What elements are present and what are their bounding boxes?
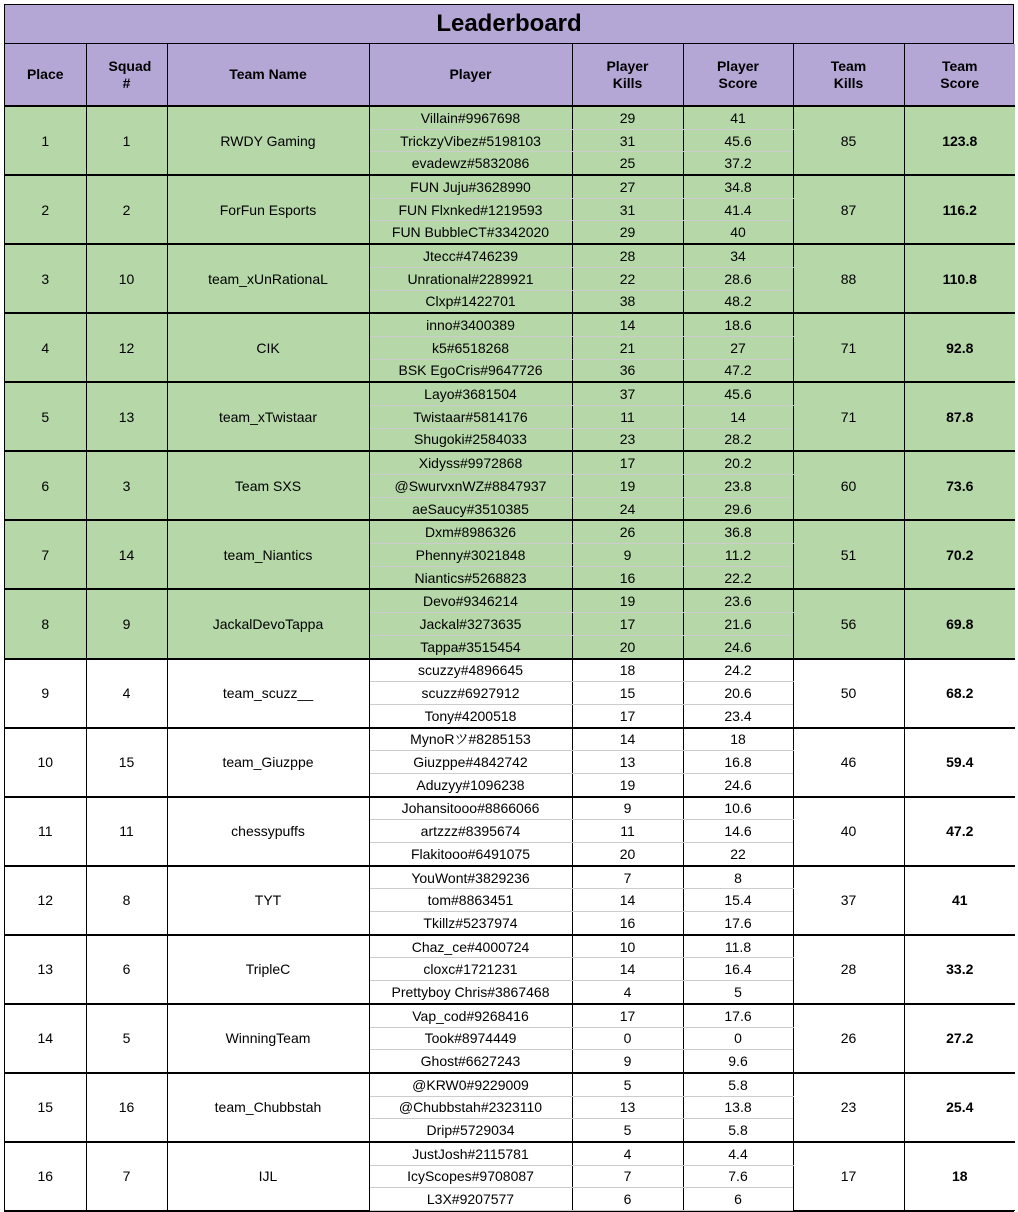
team-score-cell: 73.6 bbox=[904, 451, 1015, 520]
team-name-cell: CIK bbox=[167, 313, 369, 382]
player-name-cell: Jtecc#4746239 bbox=[369, 244, 572, 267]
player-score-cell: 45.6 bbox=[683, 129, 793, 152]
player-name-cell: FUN Flxnked#1219593 bbox=[369, 198, 572, 221]
player-name-cell: cloxc#1721231 bbox=[369, 958, 572, 981]
squad-cell: 6 bbox=[86, 935, 167, 1004]
player-name-cell: k5#6518268 bbox=[369, 336, 572, 359]
header-player-kills: Player Kills bbox=[572, 44, 683, 106]
player-kills-cell: 4 bbox=[572, 1142, 683, 1165]
player-kills-cell: 14 bbox=[572, 313, 683, 336]
player-name-cell: inno#3400389 bbox=[369, 313, 572, 336]
team-row bbox=[5, 1073, 1015, 1096]
player-kills-cell: 13 bbox=[572, 751, 683, 774]
player-score-cell: 24.6 bbox=[683, 635, 793, 658]
player-name-cell: Xidyss#9972868 bbox=[369, 451, 572, 474]
player-name-cell: Tappa#3515454 bbox=[369, 635, 572, 658]
team-score-cell: 41 bbox=[904, 866, 1015, 935]
player-kills-cell: 11 bbox=[572, 820, 683, 843]
player-score-cell: 24.6 bbox=[683, 773, 793, 796]
player-kills-cell: 14 bbox=[572, 728, 683, 751]
player-name-cell: Johansitooo#8866066 bbox=[369, 797, 572, 820]
team-score-cell: 18 bbox=[904, 1142, 1015, 1211]
player-score-cell: 4.4 bbox=[683, 1142, 793, 1165]
player-kills-cell: 4 bbox=[572, 981, 683, 1004]
player-kills-cell: 13 bbox=[572, 1096, 683, 1119]
player-name-cell: FUN Juju#3628990 bbox=[369, 175, 572, 198]
player-score-cell: 11.8 bbox=[683, 935, 793, 958]
team-score-cell: 92.8 bbox=[904, 313, 1015, 382]
player-name-cell: Prettyboy Chris#3867468 bbox=[369, 981, 572, 1004]
team-kills-cell: 56 bbox=[793, 589, 904, 658]
header-squad: Squad # bbox=[86, 44, 167, 106]
player-score-cell: 7.6 bbox=[683, 1165, 793, 1188]
player-kills-cell: 0 bbox=[572, 1027, 683, 1050]
player-score-cell: 16.8 bbox=[683, 751, 793, 774]
squad-cell: 14 bbox=[86, 520, 167, 589]
team-name-cell: team_xTwistaar bbox=[167, 382, 369, 451]
player-kills-cell: 25 bbox=[572, 152, 683, 175]
player-name-cell: @Chubbstah#2323110 bbox=[369, 1096, 572, 1119]
team-name-cell: RWDY Gaming bbox=[167, 106, 369, 175]
team-score-cell: 116.2 bbox=[904, 175, 1015, 244]
leaderboard-body bbox=[5, 106, 1015, 1211]
player-kills-cell: 17 bbox=[572, 451, 683, 474]
player-score-cell: 5.8 bbox=[683, 1073, 793, 1096]
player-name-cell: evadewz#5832086 bbox=[369, 152, 572, 175]
player-kills-cell: 17 bbox=[572, 613, 683, 636]
header-row bbox=[5, 44, 1015, 106]
player-name-cell: FUN BubbleCT#3342020 bbox=[369, 221, 572, 244]
team-row bbox=[5, 589, 1015, 612]
player-kills-cell: 29 bbox=[572, 106, 683, 129]
player-kills-cell: 36 bbox=[572, 359, 683, 382]
squad-cell: 13 bbox=[86, 382, 167, 451]
player-kills-cell: 14 bbox=[572, 889, 683, 912]
team-kills-cell: 71 bbox=[793, 313, 904, 382]
team-kills-cell: 26 bbox=[793, 1004, 904, 1073]
player-score-cell: 8 bbox=[683, 866, 793, 889]
player-kills-cell: 14 bbox=[572, 958, 683, 981]
player-score-cell: 27 bbox=[683, 336, 793, 359]
player-kills-cell: 19 bbox=[572, 773, 683, 796]
player-score-cell: 14.6 bbox=[683, 820, 793, 843]
player-name-cell: Clxp#1422701 bbox=[369, 290, 572, 313]
team-score-cell: 87.8 bbox=[904, 382, 1015, 451]
player-kills-cell: 31 bbox=[572, 129, 683, 152]
team-row bbox=[5, 313, 1015, 336]
player-score-cell: 20.2 bbox=[683, 451, 793, 474]
squad-cell: 16 bbox=[86, 1073, 167, 1142]
squad-cell: 11 bbox=[86, 797, 167, 866]
player-score-cell: 0 bbox=[683, 1027, 793, 1050]
player-name-cell: Dxm#8986326 bbox=[369, 520, 572, 543]
team-row bbox=[5, 451, 1015, 474]
player-kills-cell: 18 bbox=[572, 659, 683, 682]
player-score-cell: 9.6 bbox=[683, 1050, 793, 1073]
player-score-cell: 28.2 bbox=[683, 428, 793, 451]
player-name-cell: Unrational#2289921 bbox=[369, 267, 572, 290]
team-score-cell: 25.4 bbox=[904, 1073, 1015, 1142]
leaderboard-title: Leaderboard bbox=[5, 5, 1013, 44]
team-row bbox=[5, 175, 1015, 198]
team-row bbox=[5, 728, 1015, 751]
team-name-cell: Team SXS bbox=[167, 451, 369, 520]
player-kills-cell: 20 bbox=[572, 843, 683, 866]
player-name-cell: scuzzy#4896645 bbox=[369, 659, 572, 682]
player-kills-cell: 38 bbox=[572, 290, 683, 313]
player-name-cell: Jackal#3273635 bbox=[369, 613, 572, 636]
team-kills-cell: 60 bbox=[793, 451, 904, 520]
player-score-cell: 22 bbox=[683, 843, 793, 866]
player-score-cell: 18 bbox=[683, 728, 793, 751]
team-kills-cell: 40 bbox=[793, 797, 904, 866]
player-kills-cell: 29 bbox=[572, 221, 683, 244]
player-kills-cell: 16 bbox=[572, 566, 683, 589]
team-name-cell: team_Niantics bbox=[167, 520, 369, 589]
team-name-cell: TripleC bbox=[167, 935, 369, 1004]
player-kills-cell: 7 bbox=[572, 1165, 683, 1188]
player-name-cell: tom#8863451 bbox=[369, 889, 572, 912]
player-score-cell: 18.6 bbox=[683, 313, 793, 336]
player-kills-cell: 31 bbox=[572, 198, 683, 221]
player-kills-cell: 5 bbox=[572, 1073, 683, 1096]
team-name-cell: IJL bbox=[167, 1142, 369, 1211]
player-name-cell: Twistaar#5814176 bbox=[369, 405, 572, 428]
place-cell: 14 bbox=[5, 1004, 86, 1073]
player-score-cell: 48.2 bbox=[683, 290, 793, 313]
player-score-cell: 10.6 bbox=[683, 797, 793, 820]
player-score-cell: 17.6 bbox=[683, 1004, 793, 1027]
header-player: Player bbox=[369, 44, 572, 106]
team-row bbox=[5, 520, 1015, 543]
player-kills-cell: 17 bbox=[572, 704, 683, 727]
place-cell: 5 bbox=[5, 382, 86, 451]
team-name-cell: team_xUnRationaL bbox=[167, 244, 369, 313]
player-kills-cell: 26 bbox=[572, 520, 683, 543]
player-score-cell: 15.4 bbox=[683, 889, 793, 912]
player-name-cell: Took#8974449 bbox=[369, 1027, 572, 1050]
player-score-cell: 40 bbox=[683, 221, 793, 244]
header-team-score: Team Score bbox=[904, 44, 1015, 106]
player-score-cell: 29.6 bbox=[683, 497, 793, 520]
player-kills-cell: 19 bbox=[572, 475, 683, 498]
team-name-cell: ForFun Esports bbox=[167, 175, 369, 244]
player-name-cell: JustJosh#2115781 bbox=[369, 1142, 572, 1165]
player-name-cell: Shugoki#2584033 bbox=[369, 428, 572, 451]
player-kills-cell: 11 bbox=[572, 405, 683, 428]
squad-cell: 3 bbox=[86, 451, 167, 520]
player-score-cell: 11.2 bbox=[683, 544, 793, 567]
team-name-cell: TYT bbox=[167, 866, 369, 935]
team-kills-cell: 17 bbox=[793, 1142, 904, 1211]
leaderboard-table bbox=[5, 44, 1015, 1211]
place-cell: 4 bbox=[5, 313, 86, 382]
squad-cell: 1 bbox=[86, 106, 167, 175]
player-score-cell: 41.4 bbox=[683, 198, 793, 221]
place-cell: 3 bbox=[5, 244, 86, 313]
player-score-cell: 45.6 bbox=[683, 382, 793, 405]
team-score-cell: 69.8 bbox=[904, 589, 1015, 658]
player-score-cell: 13.8 bbox=[683, 1096, 793, 1119]
player-score-cell: 24.2 bbox=[683, 659, 793, 682]
player-name-cell: Ghost#6627243 bbox=[369, 1050, 572, 1073]
place-cell: 9 bbox=[5, 659, 86, 728]
place-cell: 12 bbox=[5, 866, 86, 935]
team-score-cell: 68.2 bbox=[904, 659, 1015, 728]
team-score-cell: 70.2 bbox=[904, 520, 1015, 589]
player-kills-cell: 19 bbox=[572, 589, 683, 612]
player-name-cell: @KRW0#9229009 bbox=[369, 1073, 572, 1096]
player-kills-cell: 28 bbox=[572, 244, 683, 267]
player-kills-cell: 9 bbox=[572, 544, 683, 567]
team-row bbox=[5, 1004, 1015, 1027]
player-score-cell: 34.8 bbox=[683, 175, 793, 198]
place-cell: 2 bbox=[5, 175, 86, 244]
player-score-cell: 28.6 bbox=[683, 267, 793, 290]
squad-cell: 10 bbox=[86, 244, 167, 313]
team-row bbox=[5, 797, 1015, 820]
player-name-cell: scuzz#6927912 bbox=[369, 682, 572, 705]
place-cell: 11 bbox=[5, 797, 86, 866]
team-name-cell: team_Chubbstah bbox=[167, 1073, 369, 1142]
player-score-cell: 47.2 bbox=[683, 359, 793, 382]
player-kills-cell: 22 bbox=[572, 267, 683, 290]
player-score-cell: 22.2 bbox=[683, 566, 793, 589]
squad-cell: 12 bbox=[86, 313, 167, 382]
player-name-cell: L3X#9207577 bbox=[369, 1188, 572, 1211]
player-kills-cell: 37 bbox=[572, 382, 683, 405]
leaderboard bbox=[4, 4, 1014, 1212]
player-name-cell: Tkillz#5237974 bbox=[369, 912, 572, 935]
team-kills-cell: 23 bbox=[793, 1073, 904, 1142]
team-kills-cell: 37 bbox=[793, 866, 904, 935]
place-cell: 13 bbox=[5, 935, 86, 1004]
squad-cell: 15 bbox=[86, 728, 167, 797]
player-score-cell: 20.6 bbox=[683, 682, 793, 705]
player-score-cell: 37.2 bbox=[683, 152, 793, 175]
player-name-cell: Villain#9967698 bbox=[369, 106, 572, 129]
player-score-cell: 34 bbox=[683, 244, 793, 267]
squad-cell: 8 bbox=[86, 866, 167, 935]
squad-cell: 9 bbox=[86, 589, 167, 658]
team-kills-cell: 51 bbox=[793, 520, 904, 589]
place-cell: 10 bbox=[5, 728, 86, 797]
player-score-cell: 41 bbox=[683, 106, 793, 129]
player-name-cell: IcyScopes#9708087 bbox=[369, 1165, 572, 1188]
team-score-cell: 33.2 bbox=[904, 935, 1015, 1004]
player-kills-cell: 21 bbox=[572, 336, 683, 359]
player-score-cell: 14 bbox=[683, 405, 793, 428]
player-score-cell: 23.8 bbox=[683, 475, 793, 498]
player-kills-cell: 10 bbox=[572, 935, 683, 958]
header-team-name: Team Name bbox=[167, 44, 369, 106]
player-score-cell: 5 bbox=[683, 981, 793, 1004]
team-row bbox=[5, 1142, 1015, 1165]
place-cell: 15 bbox=[5, 1073, 86, 1142]
player-name-cell: YouWont#3829236 bbox=[369, 866, 572, 889]
player-kills-cell: 27 bbox=[572, 175, 683, 198]
place-cell: 7 bbox=[5, 520, 86, 589]
squad-cell: 7 bbox=[86, 1142, 167, 1211]
player-score-cell: 23.6 bbox=[683, 589, 793, 612]
team-kills-cell: 87 bbox=[793, 175, 904, 244]
team-row bbox=[5, 866, 1015, 889]
player-name-cell: Niantics#5268823 bbox=[369, 566, 572, 589]
team-kills-cell: 85 bbox=[793, 106, 904, 175]
team-row bbox=[5, 935, 1015, 958]
team-kills-cell: 28 bbox=[793, 935, 904, 1004]
player-score-cell: 36.8 bbox=[683, 520, 793, 543]
player-kills-cell: 6 bbox=[572, 1188, 683, 1211]
player-kills-cell: 15 bbox=[572, 682, 683, 705]
place-cell: 16 bbox=[5, 1142, 86, 1211]
player-kills-cell: 17 bbox=[572, 1004, 683, 1027]
player-score-cell: 6 bbox=[683, 1188, 793, 1211]
player-name-cell: Phenny#3021848 bbox=[369, 544, 572, 567]
team-name-cell: team_Giuzppe bbox=[167, 728, 369, 797]
team-name-cell: team_scuzz__ bbox=[167, 659, 369, 728]
team-score-cell: 110.8 bbox=[904, 244, 1015, 313]
team-row bbox=[5, 106, 1015, 129]
header-place: Place bbox=[5, 44, 86, 106]
place-cell: 1 bbox=[5, 106, 86, 175]
player-name-cell: Devo#9346214 bbox=[369, 589, 572, 612]
player-name-cell: MynoRツ#8285153 bbox=[369, 728, 572, 751]
player-name-cell: Giuzppe#4842742 bbox=[369, 751, 572, 774]
player-kills-cell: 5 bbox=[572, 1119, 683, 1142]
player-name-cell: aeSaucy#3510385 bbox=[369, 497, 572, 520]
team-row bbox=[5, 382, 1015, 405]
player-kills-cell: 7 bbox=[572, 866, 683, 889]
place-cell: 8 bbox=[5, 589, 86, 658]
player-kills-cell: 16 bbox=[572, 912, 683, 935]
player-name-cell: Aduzyy#1096238 bbox=[369, 773, 572, 796]
team-kills-cell: 50 bbox=[793, 659, 904, 728]
player-name-cell: @SwurvxnWZ#8847937 bbox=[369, 475, 572, 498]
player-name-cell: artzzz#8395674 bbox=[369, 820, 572, 843]
team-score-cell: 47.2 bbox=[904, 797, 1015, 866]
player-name-cell: Vap_cod#9268416 bbox=[369, 1004, 572, 1027]
team-name-cell: JackalDevoTappa bbox=[167, 589, 369, 658]
player-name-cell: Tony#4200518 bbox=[369, 704, 572, 727]
player-score-cell: 23.4 bbox=[683, 704, 793, 727]
player-kills-cell: 20 bbox=[572, 635, 683, 658]
player-name-cell: TrickzyVibez#5198103 bbox=[369, 129, 572, 152]
squad-cell: 5 bbox=[86, 1004, 167, 1073]
squad-cell: 4 bbox=[86, 659, 167, 728]
team-name-cell: chessypuffs bbox=[167, 797, 369, 866]
player-score-cell: 16.4 bbox=[683, 958, 793, 981]
player-name-cell: Layo#3681504 bbox=[369, 382, 572, 405]
player-name-cell: BSK EgoCris#9647726 bbox=[369, 359, 572, 382]
header-player-score: Player Score bbox=[683, 44, 793, 106]
team-row bbox=[5, 244, 1015, 267]
player-kills-cell: 23 bbox=[572, 428, 683, 451]
team-kills-cell: 88 bbox=[793, 244, 904, 313]
player-kills-cell: 9 bbox=[572, 1050, 683, 1073]
team-score-cell: 59.4 bbox=[904, 728, 1015, 797]
header-team-kills: Team Kills bbox=[793, 44, 904, 106]
player-kills-cell: 24 bbox=[572, 497, 683, 520]
team-score-cell: 123.8 bbox=[904, 106, 1015, 175]
player-score-cell: 5.8 bbox=[683, 1119, 793, 1142]
player-score-cell: 17.6 bbox=[683, 912, 793, 935]
player-name-cell: Flakitooo#6491075 bbox=[369, 843, 572, 866]
team-name-cell: WinningTeam bbox=[167, 1004, 369, 1073]
team-kills-cell: 71 bbox=[793, 382, 904, 451]
player-score-cell: 21.6 bbox=[683, 613, 793, 636]
team-kills-cell: 46 bbox=[793, 728, 904, 797]
player-kills-cell: 9 bbox=[572, 797, 683, 820]
player-name-cell: Chaz_ce#4000724 bbox=[369, 935, 572, 958]
squad-cell: 2 bbox=[86, 175, 167, 244]
player-name-cell: Drip#5729034 bbox=[369, 1119, 572, 1142]
team-score-cell: 27.2 bbox=[904, 1004, 1015, 1073]
team-row bbox=[5, 659, 1015, 682]
place-cell: 6 bbox=[5, 451, 86, 520]
